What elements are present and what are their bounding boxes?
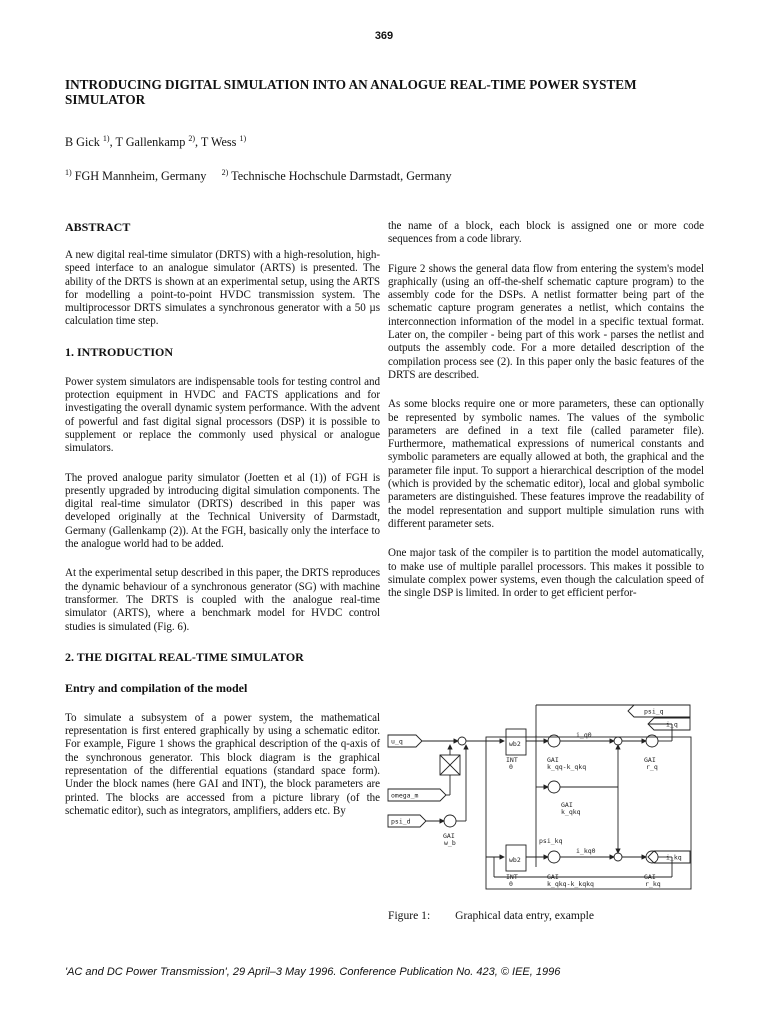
affiliation-list xyxy=(65,168,452,184)
block-param: k_qq-k_qkq xyxy=(547,763,587,771)
author-separator: , xyxy=(109,135,116,150)
port-label: psi_q xyxy=(644,707,664,716)
block-diagram xyxy=(386,697,706,897)
author-separator: , xyxy=(195,135,201,150)
figure-caption-label: Figure 1: xyxy=(388,909,431,922)
figure-1-block-diagram xyxy=(386,697,706,897)
author-name: T Wess xyxy=(200,135,237,150)
block-label: wb2 xyxy=(509,856,521,864)
summing-junction xyxy=(614,737,622,745)
port-label: i_q xyxy=(666,720,678,729)
port-label: omega_m xyxy=(391,791,419,800)
intro-heading: 1. INTRODUCTION xyxy=(65,344,174,359)
page-footer: 'AC and DC Power Transmission', 29 April–3 May 1996. Conference Publication No. 423, © IEE, 1996 xyxy=(65,966,561,978)
affiliation-text: FGH Mannheim, Germany xyxy=(74,169,207,184)
author-list xyxy=(65,134,246,150)
block-label: INT xyxy=(506,756,518,764)
intro-paragraph: The proved analogue parity simulator (Joetten et al (1)) of FGH is presently upgraded by introducing digital simulation components. The digital real-time simulator (DRTS) described in this paper was developed originally at the Technical University of Darmstadt, Germany (Gallenkamp (2)). At the FGH, basically only the interface to the analogue world had to be added. xyxy=(65,471,380,551)
abstract-paragraph: A new digital real-time simulator (DRTS) with a high-resolution, high-speed interface to an analogue simulator (ARTS) is presented. The ability of the DRTS is shown at an experimental setup, using the ARTS for modelling a point-to-point HVDC transmission system. The multiprocessor DRTS simulates a synchronous generator with a 50 µs calculation time step. xyxy=(65,249,380,328)
author-name: T Gallenkamp xyxy=(115,135,186,150)
multiplier-block xyxy=(548,851,560,863)
signal-label: psi_kq xyxy=(539,837,563,845)
signal-label: i_kq0 xyxy=(576,847,596,855)
affiliation-mark: 1) xyxy=(65,168,72,177)
body-paragraph: One major task of the compiler is to partition the model automatically, to make use of multiple parallel processors. This makes it possible to simulate complex power systems, even though the calculation speed of the single DSP is limited. In order to get efficient perfor- xyxy=(388,547,704,600)
block-label: GAI xyxy=(547,873,559,881)
port-label: i_kq xyxy=(666,853,682,862)
block-param: w_b xyxy=(444,839,456,847)
summing-junction xyxy=(614,853,622,861)
block-param: r_kq xyxy=(645,880,661,888)
block-param: r_q xyxy=(646,763,658,771)
section-heading: 2. THE DIGITAL REAL-TIME SIMULATOR xyxy=(65,649,304,664)
right-column xyxy=(388,220,704,600)
intro-paragraph: Power system simulators are indispensable tools for testing control and protection equipment in HVDC and FACTS applications and for investigating the overall dynamic system performance. With the advent of powerful and fast digital signal processors (DSP) it is possible to supplement or replace the commonly used physical or analogue simulators. xyxy=(65,375,380,455)
figure-caption-text: Graphical data entry, example xyxy=(455,909,595,922)
block-param: 0 xyxy=(509,880,513,888)
intro-paragraph: At the experimental setup described in this paper, the DRTS reproduces the dynamic behaviour of a synchronous generator (SG) with machine transformer. The DRTS is coupled with the analogue real-time simulator (ARTS), where a benchmark model for HVDC control studies is simulated (Fig. 6). xyxy=(65,567,380,633)
block-label: INT xyxy=(506,873,518,881)
block-label: wb2 xyxy=(509,740,521,748)
body-paragraph: Figure 2 shows the general data flow from entering the system's model graphically (using an off-the-shelf schematic capture program) to the assembly code for the DSPs. A netlist formatter being part of the schematic capture program generates a netlist, which contains the interconnection information of the model in a specific textual format. Later on, the compiler - being part of this work - parses the netlist and outputs the assembly code. For a more detailed description of the compilation process see (2). In this paper only the basic features of the DRTS are described. xyxy=(388,262,704,381)
body-paragraph: To simulate a subsystem of a power system, the mathematical representation is first entered graphically by using a schematic editor. For example, Figure 1 shows the graphical description of the q-axis of the synchronous generator. This block diagram is the graphical representation of the differential equations (standard space form). Under the block names (here GAI and INT), the block parameters are printed. The blocks are accessed from a picture library (of the schematic editor), such as integrators, amplifiers, adders etc. By xyxy=(65,711,380,817)
body-paragraph: the name of a block, each block is assigned one or more code sequences from a code library. xyxy=(388,220,704,246)
body-paragraph: As some blocks require one or more parameters, these can optionally be represented by symbolic names. The values of the symbolic parameters are defined in a text file (called parameter file). Furthermore, mathematical expressions of numerical constants and symbolic parameters are equally allowed at both, the graphical and the parameter file input. To support a hierarchical description of the model (which is provided by the schematic editor), local and global symbolic parameters are distinguished. These features improve the readability of the model representation and support multiple simulation runs with different parameter sets. xyxy=(388,398,704,530)
figure-caption xyxy=(388,909,594,922)
block-label: GAI xyxy=(443,832,455,840)
block-param: k_qkq xyxy=(561,808,581,816)
summing-junction xyxy=(458,737,466,745)
affiliation-mark: 2) xyxy=(221,168,229,177)
block-label: GAI xyxy=(644,873,656,881)
block-label: GAI xyxy=(561,801,573,809)
multiplier-block xyxy=(548,781,560,793)
author-affiliation-mark: 2) xyxy=(188,134,196,143)
block-label: GAI xyxy=(644,756,656,764)
block-param: 0 xyxy=(509,763,513,771)
port-label: psi_d xyxy=(391,817,411,826)
left-column xyxy=(65,220,380,818)
author-affiliation-mark: 1) xyxy=(102,134,110,143)
abstract-heading: ABSTRACT xyxy=(65,220,131,234)
author-affiliation-mark: 1) xyxy=(239,134,247,143)
signal-label: i_q0 xyxy=(576,731,592,739)
multiplier-block xyxy=(444,815,456,827)
affiliation-text: Technische Hochschule Darmstadt, Germany xyxy=(231,169,452,184)
author-name: B Gick xyxy=(65,135,100,150)
port-label: u_q xyxy=(391,737,403,746)
block-param: k_qkq-k_kqkq xyxy=(547,880,594,888)
block-label: GAI xyxy=(547,756,559,764)
subsection-heading: Entry and compilation of the model xyxy=(65,680,248,695)
paper-title: INTRODUCING DIGITAL SIMULATION INTO AN ANALOGUE REAL-TIME POWER SYSTEM SIMULATOR xyxy=(65,77,637,107)
page-number: 369 xyxy=(374,30,394,42)
